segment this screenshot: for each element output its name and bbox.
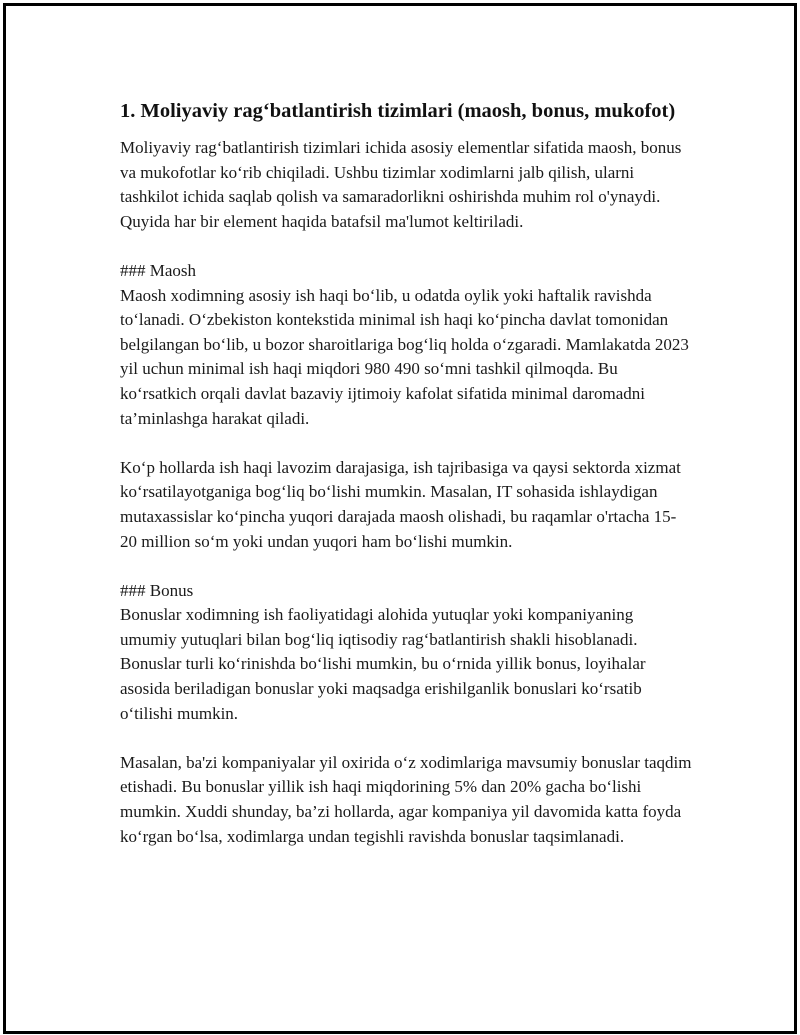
- maosh-section-marker: ### Maosh: [120, 260, 197, 280]
- bonus-section-marker: ### Bonus: [120, 580, 194, 600]
- maosh-paragraph-2: Ko‘p hollarda ish haqi lavozim darajasiga, ish tajribasiga va qaysi sektorda xizmat ko‘rsatilayotganiga bog‘liq bo‘lishi mumkin. Masalan, IT sohasida ishlaydigan mutaxassislar ko‘pincha yuqori darajada maosh olishadi, bu raqamlar o'rtacha 15-20 million so‘m yoki undan yuqori ham bo‘lishi mumkin.: [120, 457, 681, 551]
- document-body: [120, 98, 692, 874]
- bonus-paragraph-1: [120, 579, 692, 727]
- section-heading: 1. Moliyaviy rag‘batlantirish tizimlari (maosh, bonus, mukofot): [120, 100, 676, 122]
- bonus-paragraph-1-text: Bonuslar xodimning ish faoliyatidagi alohida yutuqlar yoki kompaniyaning umumiy yutuqlari bilan bog‘liq iqtisodiy rag‘batlantirish shakli hisoblanadi. Bonuslar turli ko‘rinishda bo‘lishi mumkin, bu o‘rnida yillik bonus, loyihalar asosida beriladigan bonuslar yoki maqsadga erishilganlik bonuslari ko‘rsatib o‘tilishi mumkin.: [120, 605, 646, 723]
- maosh-paragraph-1: [120, 259, 692, 431]
- intro-paragraph: Moliyaviy rag‘batlantirish tizimlari ichida asosiy elementlar sifatida maosh, bonus va mukofotlar ko‘rib chiqiladi. Ushbu tizimlar xodimlarni jalb qilish, ularni tashkilot ichida saqlab qolish va samaradorlikni oshirishda muhim rol o'ynaydi. Quyida har bir element haqida batafsil ma'lumot keltiriladi.: [120, 138, 682, 231]
- bonus-paragraph-2: Masalan, ba'zi kompaniyalar yil oxirida o‘z xodimlariga mavsumiy bonuslar taqdim etishadi. Bu bonuslar yillik ish haqi miqdorining 5% dan 20% gacha bo‘lishi mumkin. Xuddi shunday, ba’zi hollarda, agar kompaniya yil davomida katta foyda ko‘rgan bo‘lsa, xodimlarga undan tegishli ravishda bonuslar taqsimlanadi.: [120, 752, 692, 846]
- maosh-paragraph-1-text: Maosh xodimning asosiy ish haqi bo‘lib, u odatda oylik yoki haftalik ravishda to‘lanadi. O‘zbekiston kontekstida minimal ish haqi ko‘pincha davlat tomonidan belgilangan bo‘lib, u bozor sharoitlariga bog‘liq holda o‘zgaradi. Mamlakatda 2023 yil uchun minimal ish haqi miqdori 980 490 so‘mni tashkil qilmoqda. Bu ko‘rsatkich orqali davlat bazaviy ijtimoiy kafolat sifatida minimal daromadni ta’minlashga harakat qiladi.: [120, 285, 689, 428]
- page-frame: [3, 3, 797, 1034]
